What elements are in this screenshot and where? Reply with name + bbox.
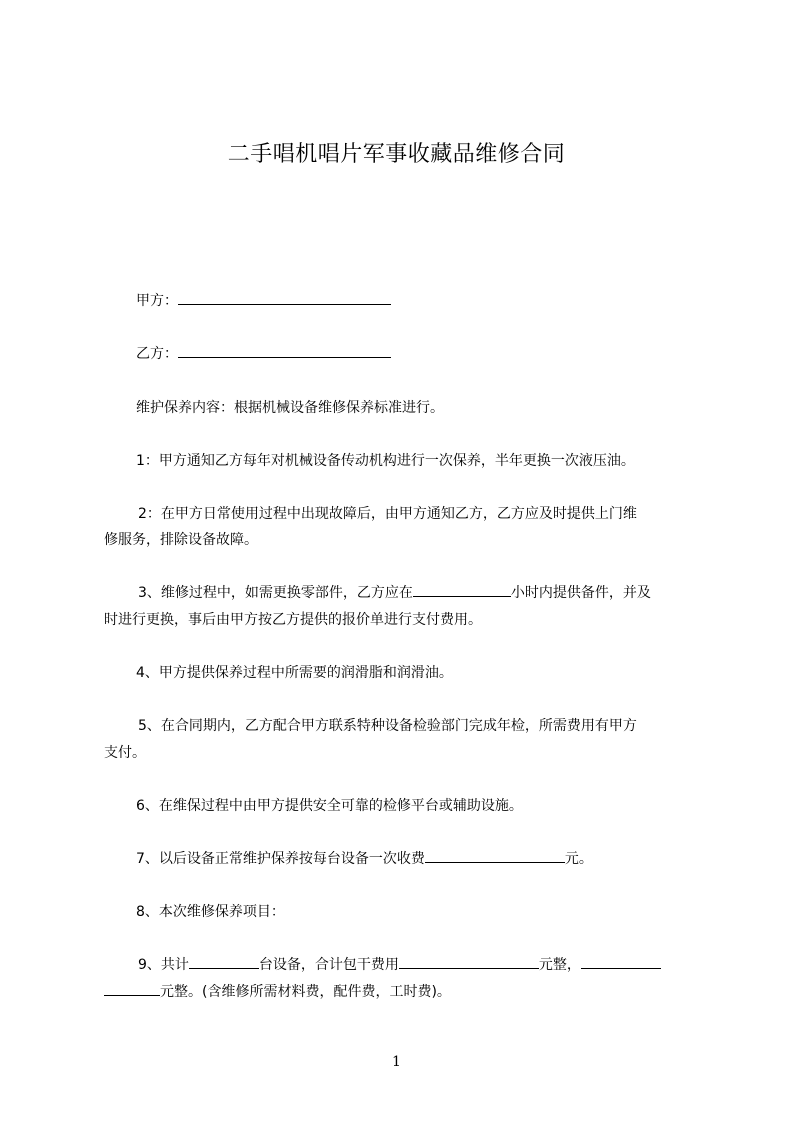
- clause-9-count-blank[interactable]: [189, 954, 259, 969]
- party-b-line: [104, 339, 746, 369]
- clause-9-line-2: [104, 977, 714, 1007]
- clause-8: 8、本次维修保养项目：: [136, 904, 285, 920]
- maintenance-scope: 维护保养内容：根据机械设备维修保养标准进行。: [136, 400, 444, 416]
- clause-7-fee-blank[interactable]: [425, 848, 565, 863]
- clause-9-text-2: 台设备，合计包干费用: [258, 957, 399, 973]
- clause-1: 1：甲方通知乙方每年对机械设备传动机构进行一次保养，半年更换一次液压油。: [136, 453, 635, 469]
- clause-9-amount-blank-start[interactable]: [581, 954, 661, 969]
- clause-9-line-1: [104, 950, 748, 980]
- clause-2-line-2: 修服务，排除设备故障。: [104, 532, 258, 548]
- clause-3-text-1: 3、维修过程中，如需更换零部件，乙方应在: [138, 585, 413, 601]
- clause-3-hours-blank[interactable]: [413, 582, 511, 597]
- clause-9-text-4: 元整。(含维修所需材料费，配件费，工时费)。: [160, 984, 451, 1000]
- party-a-line: [104, 286, 746, 316]
- clause-3-text-2: 小时内提供备件，并及: [510, 585, 651, 601]
- clause-7: [104, 844, 746, 874]
- clause-3-line-2: 时进行更换，事后由甲方按乙方提供的报价单进行支付费用。: [104, 612, 482, 628]
- contract-title: 二手唱机唱片军事收藏品维修合同: [227, 142, 566, 167]
- clause-6: 6、在维保过程中由甲方提供安全可靠的检修平台或辅助设施。: [136, 798, 523, 814]
- clause-7-text-2: 元。: [564, 851, 593, 867]
- clause-4: 4、甲方提供保养过程中所需要的润滑脂和润滑油。: [136, 665, 453, 681]
- party-a-blank[interactable]: [178, 290, 391, 305]
- clause-5-line-2: 支付。: [104, 745, 146, 761]
- party-b-label: 乙方：: [136, 346, 178, 362]
- party-b-blank[interactable]: [178, 343, 391, 358]
- clause-7-text-1: 7、以后设备正常维护保养按每台设备一次收费: [136, 851, 425, 867]
- page-number: 1: [392, 1054, 401, 1070]
- clause-3-line-1: [104, 578, 748, 608]
- party-a-label: 甲方：: [136, 293, 178, 309]
- clause-9-text-3: 元整，: [538, 957, 581, 973]
- clause-9-total-blank[interactable]: [399, 954, 539, 969]
- clause-5-line-1: 5、在合同期内，乙方配合甲方联系特种设备检验部门完成年检，所需费用有甲方: [138, 718, 637, 734]
- clause-2-line-1: 2：在甲方日常使用过程中出现故障后，由甲方通知乙方，乙方应及时提供上门维: [138, 506, 637, 522]
- clause-9-text-1: 9、共计: [138, 957, 189, 973]
- clause-9-amount-blank-end[interactable]: [104, 981, 160, 996]
